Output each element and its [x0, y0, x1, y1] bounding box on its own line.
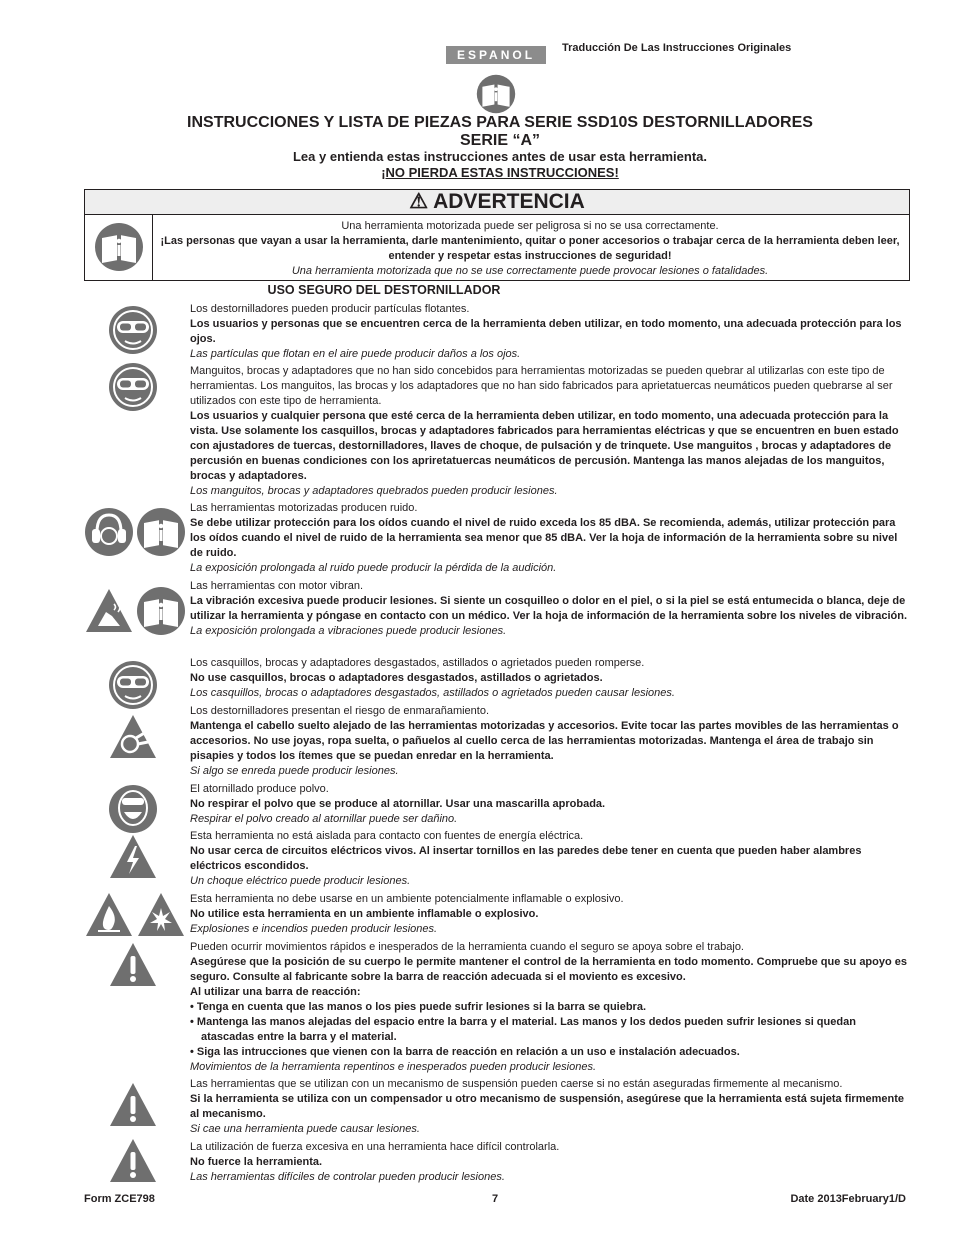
warning-line-2: ¡Las personas que vayan a usar la herramienta, darle mantenimiento, quitar o poner accesorios o trabajar cerca de la herramienta deben leer, entender y respetar estas instrucciones de seguridad! — [160, 235, 900, 262]
read-manual-icon — [136, 586, 186, 636]
item-instruction: La vibración excesiva puede producir lesiones. Si siente un cosquilleo o dolor en el piel, o si la piel se está entumecida o blanca, deje de utilizar la herramienta y póngase en contacto con un médico. Ver la hoja de información de la herramienta sobre los niveles de vibración. — [190, 595, 908, 622]
safety-item — [190, 940, 912, 1075]
item-bullet: • Mantenga las manos alejadas del espacio entre la barra y el material. Las manos y los dedos pueden sufrir lesiones si quedan atascadas entre la barra y el material. — [190, 1016, 856, 1043]
item-consequence: Respirar el polvo creado al atornillar puede ser dañino. — [190, 813, 458, 825]
item-consequence: Las partículas que flotan en el aire puede producir daños a los ojos. — [190, 348, 521, 360]
item-statement: El atornillado produce polvo. — [190, 783, 329, 795]
item-consequence: Si cae una herramienta puede causar lesiones. — [190, 1123, 420, 1135]
ear-protection-icon — [84, 507, 134, 557]
safety-item — [190, 1140, 912, 1185]
exclamation-warning-icon — [108, 1136, 158, 1186]
warning-line-3: Una herramienta motorizada que no se use correctamente puede provocar lesiones o fatalidades. — [291, 265, 769, 277]
safety-item — [190, 782, 912, 827]
item-consequence: Los casquillos, brocas o adaptadores desgastados, astillados o agrietados pueden causar lesiones. — [190, 687, 675, 699]
item-consequence: Las herramientas difíciles de controlar pueden producir lesiones. — [190, 1171, 505, 1183]
electric-shock-icon — [108, 832, 158, 882]
item-instruction: Los usuarios y personas que se encuentren cerca de la herramienta deben utilizar, en todo momento, una adecuada protección para los ojos. — [190, 318, 902, 345]
item-consequence: Si algo se enreda puede producir lesiones. — [190, 765, 399, 777]
safety-item — [190, 892, 912, 937]
vibration-hazard-icon — [84, 586, 134, 636]
eye-protection-icon — [108, 305, 158, 355]
item-statement: Los casquillos, brocas y adaptadores desgastados, astillados o agrietados pueden romperse. — [190, 657, 645, 669]
exclamation-warning-icon — [108, 1080, 158, 1130]
item-statement: Manguitos, brocas y adaptadores que no han sido concebidos para herramientas motorizadas se pueden quebrar al utilizarlas con este tipo de herramientas. Los manguitos, las brocas y los adaptadores que no han sido fabricados para aprietatuercas neumáticos pueden quebrarse al ser utilizados con este tipo de herramienta. — [190, 365, 893, 407]
item-instruction: Mantenga el cabello suelto alejado de las herramientas motorizadas y accesorios. Evite tocar las partes movibles de las herramientas o accesorios. No use joyas, ropa suelta, o pañuelos al cuello cerca de las herramientas motorizadas. Mantenga el área de trabajo sin pisapies y todos los ítemes que se puedan enredar en la herramienta. — [190, 720, 899, 762]
warning-line-1: Una herramienta motorizada puede ser peligrosa si no se usa correctamente. — [341, 220, 719, 232]
read-manual-icon — [136, 507, 186, 557]
item-statement: Las herramientas que se utilizan con un mecanismo de suspensión pueden caerse si no están aseguradas firmemente al mecanismo. — [190, 1078, 843, 1090]
item-consequence: La exposición prolongada al ruido puede producir la pérdida de la audición. — [190, 562, 557, 574]
form-number: Form ZCE798 — [84, 1193, 155, 1205]
item-instruction: No use casquillos, brocas o adaptadores desgastados, astillados o agrietados. — [190, 672, 603, 684]
item-instruction: Los usuarios y cualquier persona que esté cerca de la herramienta deben utilizar, en todo momento, una adecuada protección para la vista. Use solamente los casquillos, brocas y adaptadores fabricados para herramientas eléctricas y que se encuentren en buen estado con ajustadores de tuercas, destornilladores, llaves de choque, de pulsación y de trinquete. Use manguitos , brocas y adaptadores de percusión en buenas condiciones con los apriretatuercas neumáticos de percusión. Mantenga las manos alejadas de los manguitos, brocas y adaptadores. — [190, 410, 899, 482]
item-consequence: Los manguitos, brocas y adaptadores quebrados pueden producir lesiones. — [190, 485, 558, 497]
item-statement: Los destornilladores presentan el riesgo de enmarañamiento. — [190, 705, 490, 717]
item-statement: Los destornilladores pueden producir partículas flotantes. — [190, 303, 470, 315]
item-statement: Esta herramienta no está aislada para contacto con fuentes de energía eléctrica. — [190, 830, 584, 842]
safety-item — [190, 704, 912, 779]
item-instruction: No fuerce la herramienta. — [190, 1156, 323, 1168]
warning-heading: ⚠ ADVERTENCIA — [84, 189, 910, 215]
subtitle: Lea y entienda estas instrucciones antes de usar esta herramienta. — [292, 149, 707, 164]
keep-instructions: ¡NO PIERDA ESTAS INSTRUCCIONES! — [381, 165, 619, 180]
safety-item — [190, 579, 912, 639]
item-consequence: La exposición prolongada a vibraciones puede producir lesiones. — [190, 625, 507, 637]
respirator-icon — [108, 784, 158, 834]
item-instruction: Si la herramienta se utiliza con un compensador u otro mecanismo de suspensión, asegúrese que la herramienta está sujeta firmemente al mecanismo. — [190, 1093, 905, 1120]
document-title — [100, 114, 900, 150]
exclamation-warning-icon — [108, 940, 158, 990]
document-date: Date 2013February1/D — [790, 1193, 906, 1205]
section-title: USO SEGURO DEL DESTORNILLADOR — [267, 283, 501, 297]
eye-protection-icon — [108, 362, 158, 412]
item-bullet: • Siga las intrucciones que vienen con la barra de reacción en relación a un uso e instalación adecuados. — [190, 1046, 740, 1058]
title-line-1: INSTRUCCIONES Y LISTA DE PIEZAS PARA SERIE SSD10S DESTORNILLADORES — [187, 114, 813, 131]
warning-icon-cell — [85, 214, 153, 280]
title-line-2: SERIE “A” — [459, 132, 540, 149]
explosion-hazard-icon — [136, 890, 186, 940]
page-number: 7 — [492, 1193, 499, 1205]
item-instruction: No utilice esta herramienta en un ambiente inflamable o explosivo. — [190, 908, 539, 920]
item-statement: Las herramientas con motor vibran. — [190, 580, 364, 592]
warning-text — [157, 219, 903, 279]
safety-item — [190, 656, 912, 701]
translation-note: Traducción De Las Instrucciones Originales — [562, 42, 792, 54]
item-instruction: No respirar el polvo que se produce al atornillar. Usar una mascarilla aprobada. — [190, 798, 606, 810]
item-instruction: Asegúrese que la posición de su cuerpo le permite mantener el control de la herramienta en todo momento. Compruebe que su apoyo es seguro. Consulte al fabricante sobre la barra de reacción adecuada si el moviento es excesivo. — [190, 956, 907, 983]
read-manual-icon — [94, 222, 144, 272]
read-manual-icon — [476, 74, 516, 114]
item-consequence: Un choque eléctrico puede producir lesiones. — [190, 875, 411, 887]
item-instruction: Se debe utilizar protección para los oídos cuando el nivel de ruido exceda los 85 dBA. Se recomienda, además, utilizar protección para los oídos cuando el nivel de ruido de la herramienta sea menor que 85 dBA. Ver la hoja de información de la herramienta sobre su nivel de ruido. — [190, 517, 898, 559]
item-subheading: Al utilizar una barra de reacción: — [190, 986, 361, 998]
fire-hazard-icon — [84, 890, 134, 940]
item-statement: La utilización de fuerza excesiva en una herramienta hace difícil controlarla. — [190, 1141, 560, 1153]
item-statement: Las herramientas motorizadas producen ruido. — [190, 502, 418, 514]
eye-protection-icon — [108, 660, 158, 710]
safety-item — [190, 364, 912, 499]
safety-item — [190, 501, 912, 576]
safety-item — [190, 302, 912, 362]
item-statement: Esta herramienta no debe usarse en un ambiente potencialmente inflamable o explosivo. — [190, 893, 624, 905]
language-badge: ESPANOL — [446, 46, 546, 64]
item-bullet: • Tenga en cuenta que las manos o los pies puede sufrir lesiones si la barra se quiebra. — [190, 1001, 647, 1013]
item-instruction: No usar cerca de circuitos eléctricos vivos. Al insertar tornillos en las paredes debe tener en cuenta que pueden haber alambres eléctricos escondidos. — [190, 845, 862, 872]
item-statement: Pueden ocurrir movimientos rápidos e inesperados de la herramienta cuando el seguro se apoya sobre el trabajo. — [190, 941, 744, 953]
safety-item — [190, 829, 912, 889]
safety-item — [190, 1077, 912, 1137]
entanglement-hazard-icon — [108, 712, 158, 762]
warning-box — [84, 214, 910, 281]
item-consequence: Movimientos de la herramienta repentinos e inesperados pueden producir lesiones. — [190, 1061, 597, 1073]
item-consequence: Explosiones e incendios pueden producir lesiones. — [190, 923, 438, 935]
